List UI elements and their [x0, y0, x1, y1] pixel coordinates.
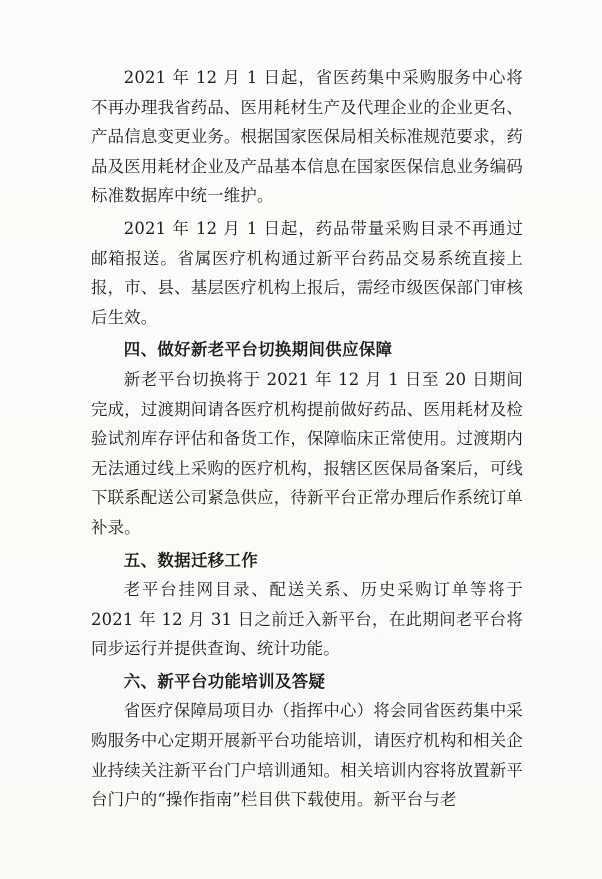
section-heading-6: 六、新平台功能培训及答疑: [123, 671, 326, 691]
paragraph-volume-procurement-catalog: 2021 年 12 月 1 日起，药品带量采购目录不再通过邮箱报送。省属医疗机构通过新平台药品交易系统直接上报，市、县、基层医疗机构上报后，需经市级医保部门审核后生效。: [91, 218, 523, 327]
document-body: [91, 63, 523, 815]
section-heading-5: 五、数据迁移工作: [123, 550, 259, 570]
section-heading-4: 四、做好新老平台切换期间供应保障: [123, 340, 393, 360]
paragraph-supply-guarantee: 新老平台切换将于 2021 年 12 月 1 日至 20 日期间完成，过渡期间请各医疗机构提前做好药品、医用耗材及检验试剂库存评估和备货工作，保障临床正常使用。过渡期内无法通过线上采购的医疗机构，报辖区医保局备案后，可线下联系配送公司紧急供应，待新平台正常办理后作系统订单补录。: [91, 369, 523, 537]
paragraph-training-and-qa: 省医疗保障局项目办（指挥中心）将会同省医药集中采购服务中心定期开展新平台功能培训，请医疗机构和相关企业持续关注新平台门户培训通知。相关培训内容将放置新平台门户的“操作指南”栏目供下载使用。新平台与老: [91, 701, 523, 810]
paragraph-data-migration: 老平台挂网目录、配送关系、历史采购订单等将于 2021 年 12 月 31 日之前迁入新平台，在此期间老平台将同步运行并提供查询、统计功能。: [91, 580, 523, 659]
paragraph-enterprise-info-change: 2021 年 12 月 1 日起，省医药集中采购服务中心将不再办理我省药品、医用耗材生产及代理企业的企业更名、产品信息变更业务。根据国家医保局相关标准规范要求，药品及医用耗材企业及产品基本信息在国家医保信息业务编码标准数据库中统一维护。: [91, 68, 523, 206]
